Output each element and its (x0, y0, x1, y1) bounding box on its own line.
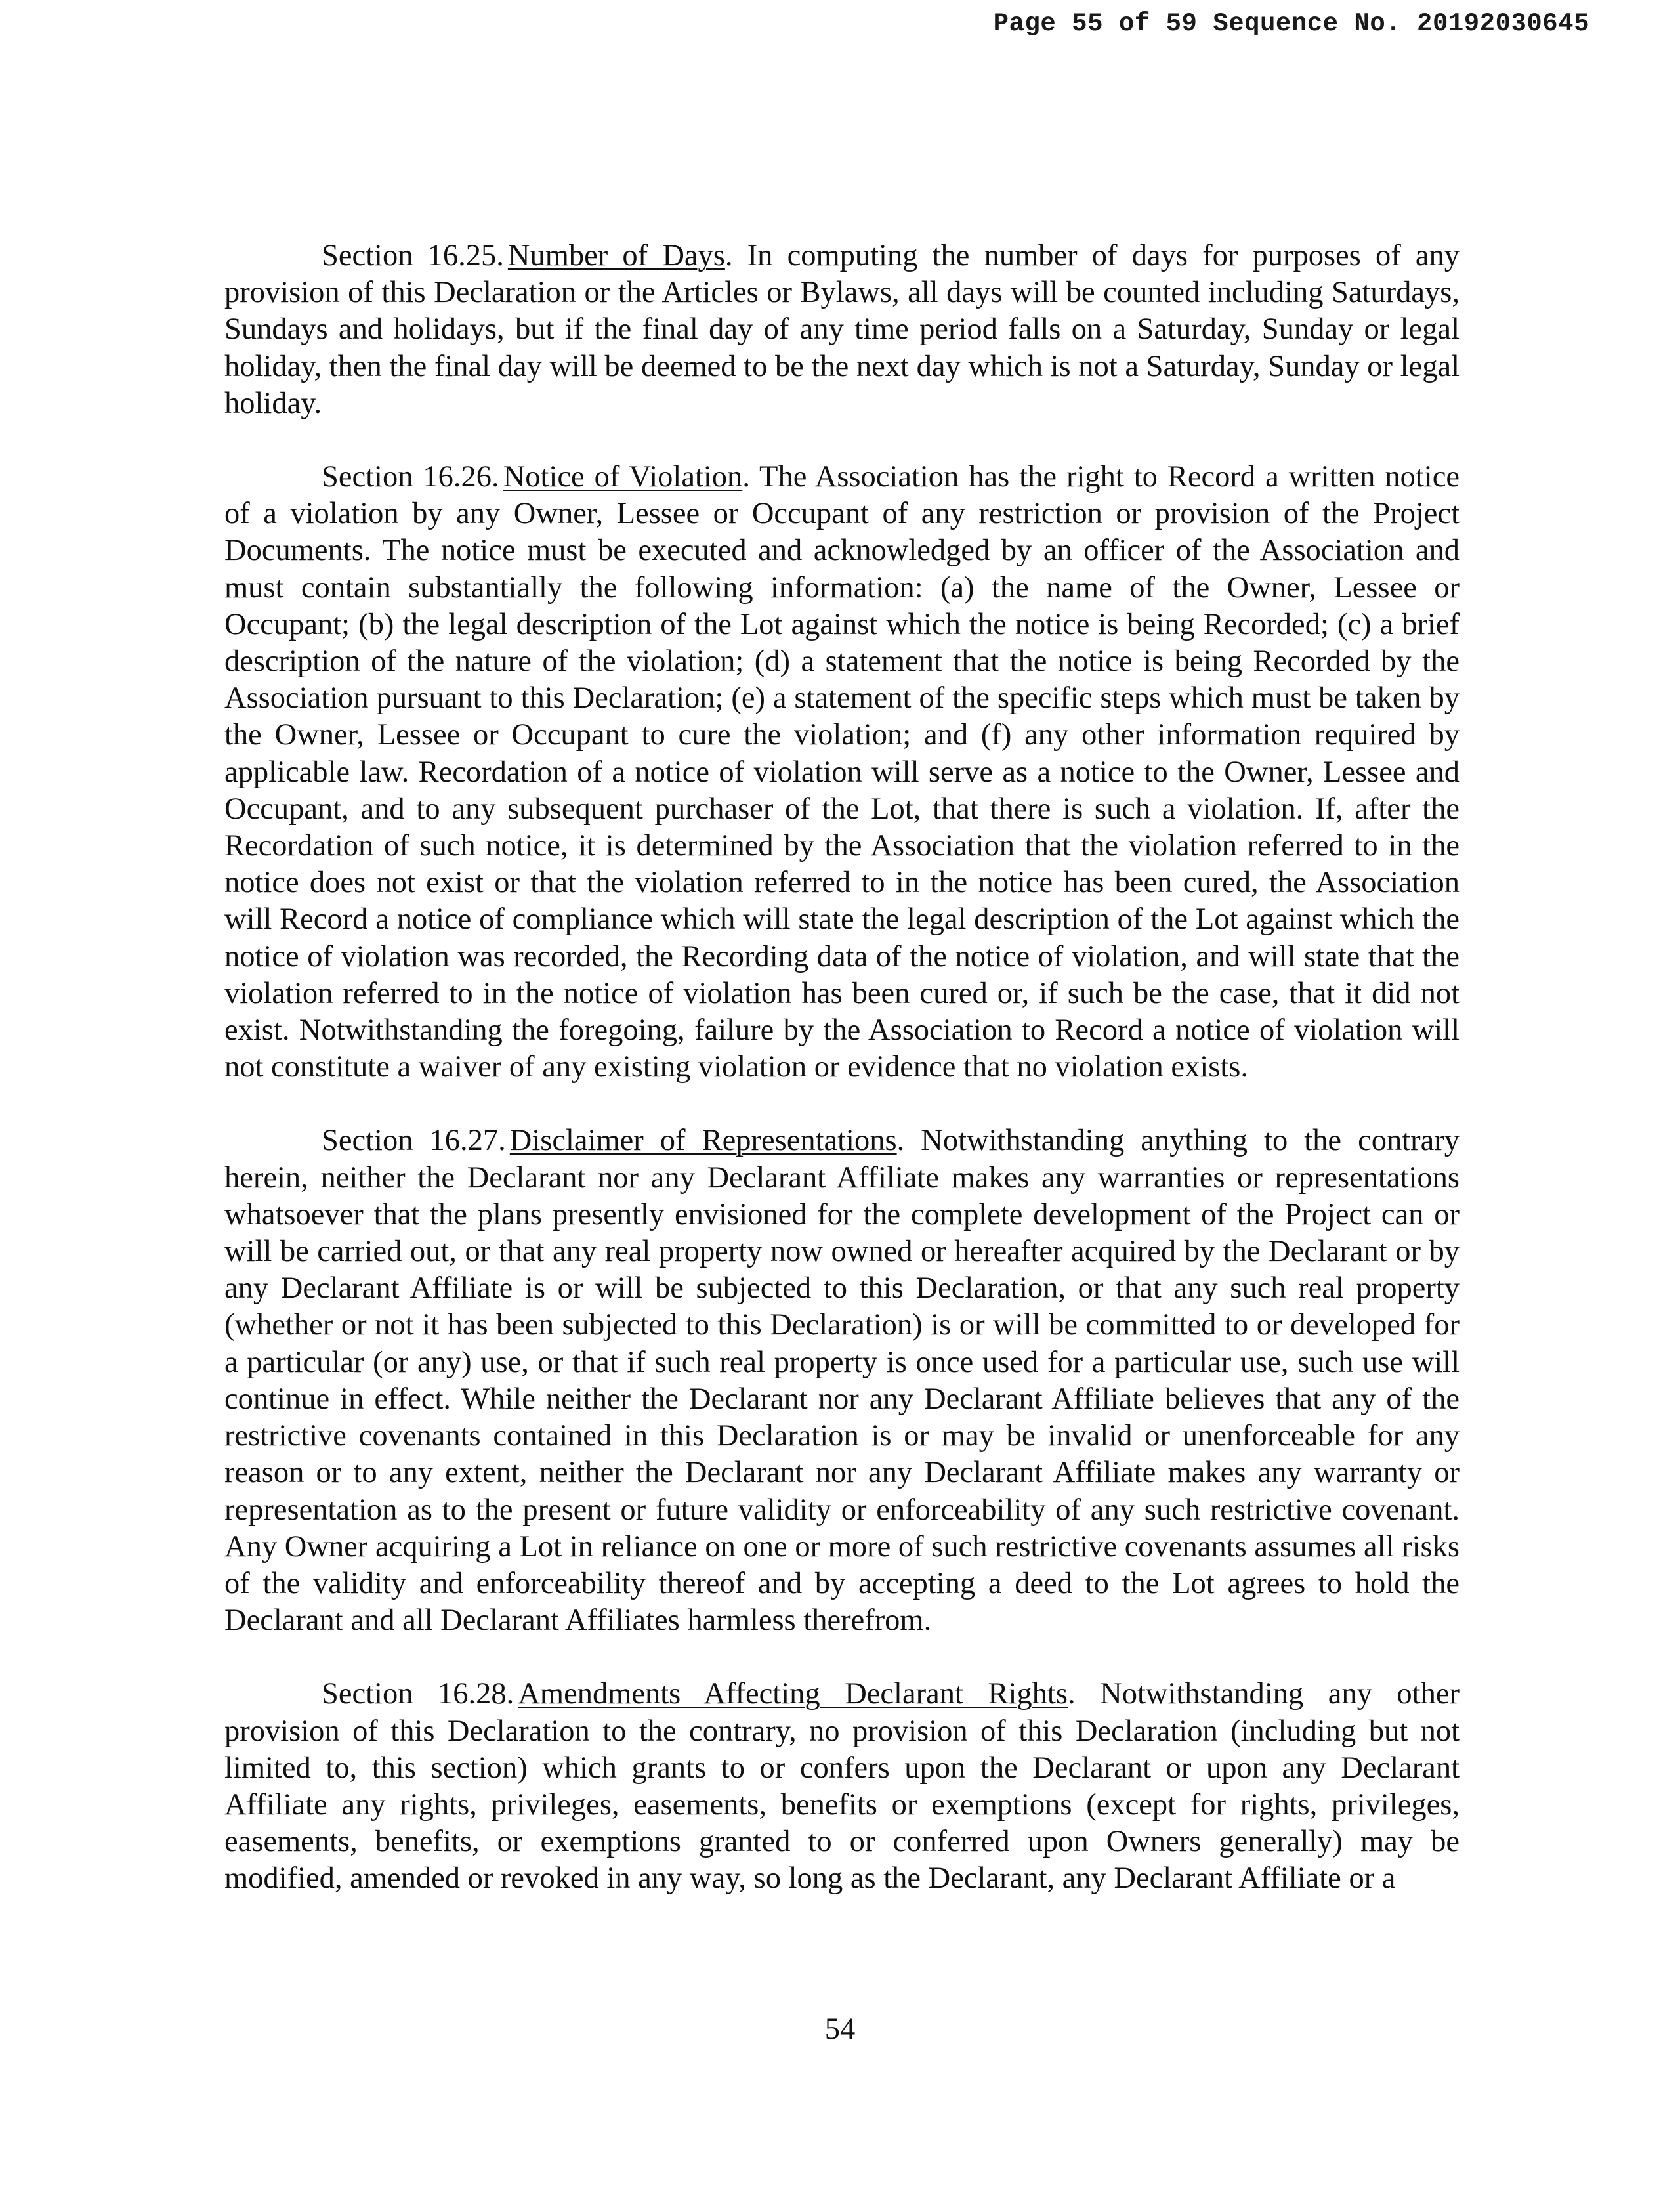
section-title: Amendments Affecting Declarant Rights (518, 1677, 1068, 1711)
section-16-27 (224, 1122, 1460, 1639)
section-number: Section 16.26. (322, 460, 499, 494)
section-title: Notice of Violation (503, 460, 743, 494)
section-body: . Notwithstanding anything to the contrary herein, neither the Declarant nor any Declarant Affiliate makes any warranties or representations whatsoever that the plans presently envisioned for the complete development of the Project can or will be carried out, or that any real property now owned or hereafter acquired by the Declarant or by any Declarant Affiliate is or will be subjected to this Declaration, or that any such real property (whether or not it has been subjected to this Declaration) is or will be committed to or developed for a particular (or any) use, or that if such real property is once used for a particular use, such use will continue in effect. While neither the Declarant nor any Declarant Affiliate believes that any of the restrictive covenants contained in this Declaration is or may be invalid or unenforceable for any reason or to any extent, neither the Declarant nor any Declarant Affiliate makes any warranty or representation as to the present or future validity or enforceability of any such restrictive covenant. Any Owner acquiring a Lot in reliance on one or more of such restrictive covenants assumes all risks of the validity and enforceability thereof and by accepting a deed to the Lot agrees to hold the Declarant and all Declarant Affiliates harmless therefrom. (224, 1124, 1460, 1638)
section-number: Section 16.27. (322, 1124, 506, 1158)
section-title: Number of Days (507, 239, 725, 272)
section-number: Section 16.25. (322, 239, 504, 272)
page-header-sequence: Page 55 of 59 Sequence No. 20192030645 (993, 9, 1589, 38)
document-body (224, 238, 1460, 1934)
section-body: . In computing the number of days for purposes of any provision of this Declaration or the Articles or Bylaws, all days will be counted including Saturdays, Sundays and holidays, but if the final day of any time period falls on a Saturday, Sunday or legal holiday, then the final day will be deemed to be the next day which is not a Saturday, Sunday or legal holiday. (224, 239, 1460, 420)
section-title: Disclaimer of Representations (509, 1124, 897, 1158)
section-16-25 (224, 238, 1460, 422)
section-body: . The Association has the right to Record a written notice of a violation by any Owner, Lessee or Occupant of any restriction or provision of the Project Documents. The notice must be executed and acknowledged by an officer of the Association and must contain substantially the following information: (a) the name of the Owner, Lessee or Occupant; (b) the legal description of the Lot against which the notice is being Recorded; (c) a brief description of the nature of the violation; (d) a statement that the notice is being Recorded by the Association pursuant to this Declaration; (e) a statement of the specific steps which must be taken by the Owner, Lessee or Occupant to cure the violation; and (f) any other information required by applicable law. Recordation of a notice of violation will serve as a notice to the Owner, Lessee and Occupant, and to any subsequent purchaser of the Lot, that there is such a violation. If, after the Recordation of such notice, it is determined by the Association that the violation referred to in the notice does not exist or that the violation referred to in the notice has been cured, the Association will Record a notice of compliance which will state the legal description of the Lot against which the notice of violation was recorded, the Recording data of the notice of violation, and will state that the violation referred to in the notice of violation has been cured or, if such be the case, that it did not exist. Notwithstanding the foregoing, failure by the Association to Record a notice of violation will not constitute a waiver of any existing violation or evidence that no violation exists. (224, 460, 1460, 1084)
section-16-26 (224, 459, 1460, 1086)
page-number: 54 (824, 2013, 856, 2046)
section-number: Section 16.28. (322, 1677, 514, 1711)
section-body: . Notwithstanding any other provision of this Declaration to the contrary, no provision of this Declaration (including but not limited to, this section) which grants to or confers upon the Declarant or upon any Declarant Affiliate any rights, privileges, easements, benefits or exemptions (except for rights, privileges, easements, benefits, or exemptions granted to or conferred upon Owners generally) may be modified, amended or revoked in any way, so long as the Declarant, any Declarant Affiliate or a (224, 1677, 1460, 1896)
section-16-28 (224, 1676, 1460, 1897)
